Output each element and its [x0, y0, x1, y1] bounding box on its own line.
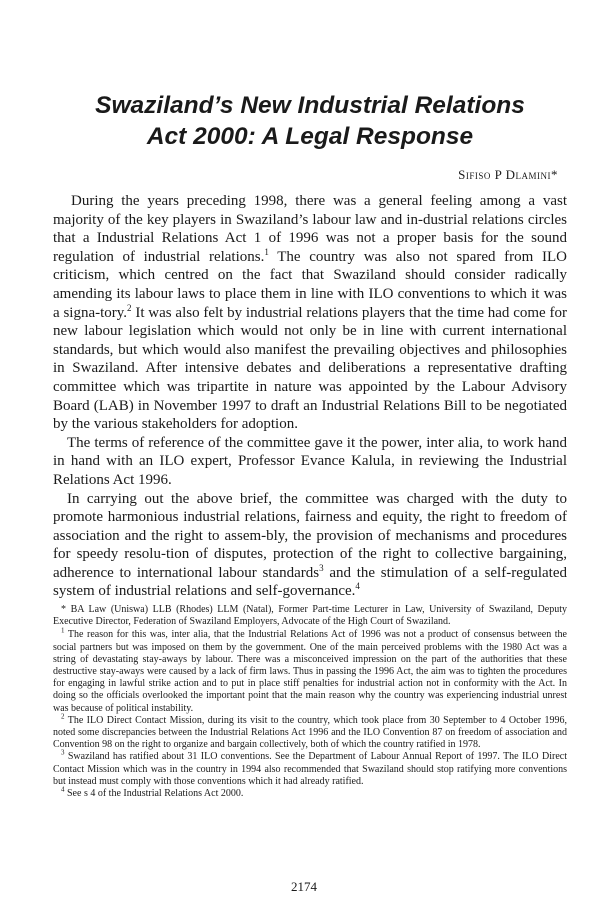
title-line-1: Swaziland’s New Industrial Relations [95, 92, 525, 119]
footnote-1-text: The reason for this was, inter alia, that the Industrial Relations Act of 1996 was not a product of consensus between the social partners but was imposed on them by the government. One of the main perceived problems with the 1980 Act was a string of devastating stay-aways by labour. There was a misconceived impression on the part of the authorities that these destructive stay-aways were caused by a lack of firm laws. Thus in passing the 1996 Act, the aim was to tighten the procedures for engaging in lawful strike action and to put in place stiff penalties for industrial action not in conformity with the Act. In doing so the officials overlooked the important point that the main reason why the country was experiencing industrial unrest was because of political instability. [53, 629, 567, 714]
footnote-2 [53, 712, 567, 752]
author-name: Sifiso P Dlamini [458, 167, 551, 182]
paragraph-1-text-a: During the years preceding 1998, there was a general feeling among a vast majority of the key players in Swaziland’s labour law and in-dustrial relations circles that a Industrial Relations Act 1 of 1996 was not a proper basis for the sound regulation of industrial relations. [53, 193, 567, 265]
footnote-3 [53, 751, 567, 788]
paragraph-3 [53, 490, 567, 602]
footnote-3-mark: 3 [61, 749, 65, 758]
footnote-1 [53, 629, 567, 714]
footnote-3-text: Swaziland has ratified about 31 ILO conventions. See the Department of Labour Annual Report of 1997. The ILO Direct Contact Mission which was in the country in 1994 also recommended that Swaziland should stop ratifying more conventions but instead must comply with those conventions which it had already ratified. [53, 751, 567, 787]
paragraph-2: The terms of reference of the committee gave it the power, inter alia, to work hand in hand with an ILO expert, Professor Evance Kalula, in reviewing the Industrial Relations Act 1996. [53, 434, 567, 488]
footnote-ref-4: 4 [355, 581, 360, 592]
footnote-2-mark: 2 [61, 712, 65, 721]
footnote-4-text: See s 4 of the Industrial Relations Act 2000. [64, 788, 244, 800]
footnote-star: * BA Law (Uniswa) LLB (Rhodes) LLM (Natal), Former Part-time Lecturer in Law, University of Swaziland, Deputy Executive Director, Federation of Swaziland Employers, Advocate of the High Court of Swaziland. [53, 604, 567, 628]
footnotes [53, 604, 567, 800]
footnote-4 [53, 785, 567, 800]
footnote-ref-3: 3 [319, 562, 324, 573]
paragraph-1-text-b: The country was also not spared from ILO criticism, which centred on the fact that Swaziland should consider radically amending its labour laws to place them in line with ILO conventions to which it was a signa-tory. [53, 248, 567, 321]
paragraph-1 [53, 192, 567, 434]
paragraph-3-text-a: In carrying out the above brief, the committee was charged with the duty to promote harmonious industrial relations, fairness and equity, the right to freedom of association and the right to assem-bly, the provision of mechanisms and procedures for speedy resolu-tion of disputes, protection of the right to collective bargaining, adherence to international labour standards [53, 490, 567, 581]
footnote-4-mark: 4 [61, 785, 65, 794]
page-number: 2174 [291, 879, 317, 894]
footnote-ref-2: 2 [127, 302, 132, 313]
author-footnote-mark: * [551, 167, 558, 182]
article-title [60, 90, 560, 152]
paragraph-3-text-b: and the stimulation of a self-regulated system of industrial relations and self-governance. [53, 564, 568, 600]
footnote-1-mark: 1 [61, 627, 65, 636]
footnote-ref-1: 1 [264, 246, 269, 257]
footnote-2-text: The ILO Direct Contact Mission, during its visit to the country, which took place from 30 September to 4 October 1996, noted some discrepancies between the Industrial Relations Act 1996 and the ILO Convention 87 on freedom of association and Convention 98 on the right to organize and bargain collectively, both of which the country ratified in 1978. [53, 714, 567, 751]
author-byline [458, 167, 558, 183]
title-line-2: Act 2000: A Legal Response [146, 123, 474, 150]
article-body [53, 192, 567, 601]
paragraph-1-text-c: It was also felt by industrial relations players that the time had come for new labour legislation which would not only be in line with current international standards, but which would also manifest the prevailing objectives and philosophies in Swaziland. After intensive debates and deliberations a representative drafting committee which was tripartite in nature was appointed by the Labour Advisory Board (LAB) in November 1997 to draft an Industrial Relations Bill to be negotiated by the various stakeholders for adoption. [53, 304, 567, 433]
